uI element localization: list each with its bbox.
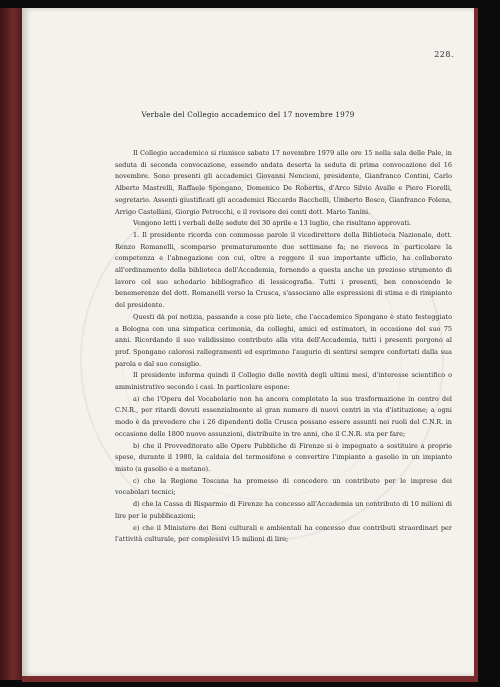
paragraph: b) che il Provveditorato alle Opere Pubbliche di Firenze si è impegnato a sostituire a proprie spese, durante il 1980, la caldaia del termosifone e convertire l'impianto a gasolio in un impianto misto (a gasolio e a metano). <box>115 441 452 473</box>
paragraph: Il Collegio accademico si riunisce sabato 17 novembre 1979 alle ore 15 nella sala delle Pale, in seduta di seconda convocazione, essendo andata deserta la seduta di prima convocazione del 16 novembre. Sono presenti gli accademici Giovanni Nencioni, presidente, Gianfranco Contini, Carlo Alberto Mastrelli, Raffaele Spongano, Domenico De Robertis, d'Arco Silvio Avalle e Piero Fiorelli, segretario. Assenti giustificati gli accademici Riccardo Bacchelli, Umberto Bosco, Gianfranco Folena, Arrigo Castellani, Giorgio Petrocchi, e il revisore dei conti dott. Mario Tanini. <box>115 149 452 216</box>
paragraph: Questi dà poi notizia, passando a cose più liete, che l'accademico Spongano è stato festeggiato a Bologna con una simpatica cerimonia, da colleghi, amici ed estimatori, in occasione del suo 75 anni. Ricordando il suo validissimo contributo alla vita dell'Accademia, tutti i presenti porgono al prof. Spongano calorosi rallegramenti ed esprimono l'augurio di sentirsi sempre confortati dalla sua parola e dal suo consiglio. <box>115 312 452 368</box>
paragraph: c) che la Regione Toscana ha promesso di concedere un contributo per le imprese dei vocabolari tecnici; <box>115 476 452 497</box>
paragraph: e) che il Ministero dei Beni culturali e ambientali ha concesso due contributi straordinari per l'attività culturale, per complessivi 15 milioni di lire; <box>115 523 452 544</box>
paragraph: 1. Il presidente ricorda con commosse parole il vicedirettore della Biblioteca Nazionale, dott. Renzo Romanelli, scomparso prematuramente due settimane fa; ne rievoca in particolare la competenza e l'abnegazione con cui, oltre a reggere il suo importante ufficio, ha collaborato all'ordinamento della biblioteca dell'Accademia, fornendo a questa anche un prezioso strumento di lavoro col suo schedario bibliografico di lessicografia. Tutti i presenti, ben conoscendo le benemerenze del dott. Romanelli verso la Crusca, s'associano alle espressioni di stima e di rimpianto del presidente. <box>115 230 452 310</box>
paragraph: Il presidente informa quindi il Collegio delle novità degli ultimi mesi, d'interesse scientifico o amministrativo secondo i casi. In particolare espone: <box>115 371 452 392</box>
document-title: Verbale del Collegio accademico del 17 novembre 1979 <box>141 110 355 119</box>
paragraph: Vengono letti i verbali delle sedute del 30 aprile e 13 luglio, che risultano approvati. <box>133 219 412 228</box>
book-binding <box>0 8 24 680</box>
document-body <box>115 148 452 546</box>
page-number: 228. <box>434 50 454 59</box>
paragraph: a) che l'Opera del Vocabolario non ha ancora completato la sua trasformazione in centro del C.N.R., per ritardi dovuti essenzialmente al gran numero di nuovi centri in via d'istituzione; a ogni modo è da prevedere che i 26 dipendenti della Crusca possano essere assunti nei ruoli del C.N.R. in occasione delle 1800 nuove assunzioni, distribuite in tre anni, che il C.N.R. sta per fare; <box>115 394 452 438</box>
paragraph: d) che la Cassa di Risparmio di Firenze ha concesso all'Accademia un contributo di 10 milioni di lire per le pubblicazioni; <box>115 500 452 520</box>
document-page <box>22 8 478 682</box>
